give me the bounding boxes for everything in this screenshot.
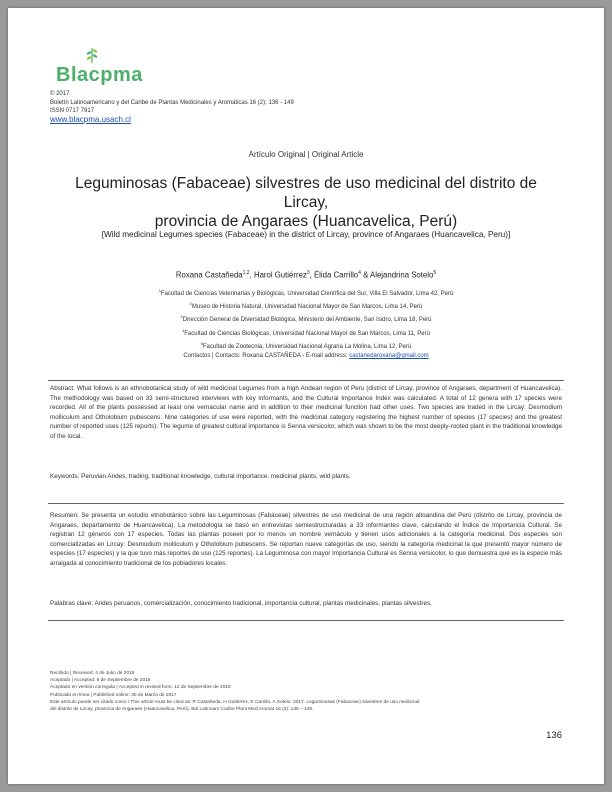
affiliation-line: $^1$Facultad de Ciencias Veterinarias y Biológicas, Universidad Científica del Sur, Villa El Salvador, Lima 42, Perú [158, 288, 454, 297]
date-received: Recibido | Received: 4 de Julio de 2016 [50, 671, 135, 676]
author-name: Élida Carrillo [313, 270, 359, 280]
affiliation-line: $^4$Facultad de Ciencias Biológicas, Universidad Nacional Mayor de San Marcos, Lima 11, Perú [182, 327, 430, 337]
title-line-1: Leguminosas (Fabaceae) silvestres de uso medicinal del distrito de Lircay, [75, 175, 537, 211]
logo-text: Blacpma [56, 64, 143, 86]
palabras-clave: Palabras clave: Andes peruanos, comercialización, conocimiento tradicional, importancia cultural, plantas medicinales, plantas silvestres. [50, 600, 432, 607]
article-dates [50, 670, 562, 713]
author-affil-sup: 5 [433, 270, 437, 276]
keywords: Keywords: Peruvian Andes, trading, traditional knowledge, cultural importance, medicinal plants, wild plants. [50, 473, 351, 480]
journal-citation: Boletín Latinoamericano y del Caribe de Plantas Medicinales y Aromáticas 16 (2): 136 - 149 [50, 99, 294, 106]
page-number: 136 [546, 730, 562, 741]
contact-line [8, 352, 604, 361]
affiliation-line: $^2$Museo de Historia Natural, Universidad Nacional Mayor de San Marcos, Lima 14, Perú [189, 301, 423, 311]
contact-email-link[interactable]: castanedaroxana@gmail.com [349, 353, 429, 360]
affiliations [8, 286, 604, 361]
publication-info [50, 90, 294, 124]
leaf-icon [84, 46, 100, 64]
author-list: Roxana Castañeda$^{1,2}$, Harol Gutiérrez$^3$, Élida Carrillo$^4$ & Alejandrina Sotelo$^5$ [175, 270, 437, 280]
affiliation-line: $^5$Facultad de Zootecnia, Universidad Nacional Agraria La Molina, Lima 12, Perú [200, 340, 412, 350]
abstract: Abstract: What follows is an ethnobotanical study of wild medicinal Legumes from a high Andean region of Peru (district of Lircay, province of Angaraes, department of Huancavelica). The methodology was based on 33 semi-structured interviews with key informants, and the Cultural Importance Index was calculated. A total of 12 genera with 17 species were recorded. All of the plants possessed at least one vernacular name and in addition to their medicinal function had other uses. Two species are traded in the Lircay: Desmodium molliculum and Otholobium pubescens. Nine categories of use were reported, with the medicinal category registering the highest number of species (17 species) and the greatest number of reported uses (125 reports). The legume of greatest cultural importance is Senna versicolor, which was shown to be the most deeply-rooted plant in the traditional knowledge of the local. [50, 385, 562, 440]
date-accepted: Aceptado | Accepted: 8 de Septiembre de 2016 [50, 678, 151, 684]
contact-label: Contactos | Contacts: Roxana CASTAÑEDA - E-mail address: [183, 353, 350, 360]
divider [48, 503, 564, 504]
date-revised: Aceptado en versión corregida | Accepted in revised form: 12 de Septiembre de 2016 [50, 685, 231, 691]
date-published: Publicado en línea | Published online: 30 de Marzo de 2017 [50, 692, 177, 698]
divider [48, 380, 564, 381]
blacpma-logo [56, 64, 143, 87]
author-affil-sup: 3 [306, 270, 310, 276]
article-type: Artículo Original | Original Article [248, 150, 364, 159]
article-title [68, 174, 544, 231]
copyright: © 2017 [50, 91, 70, 97]
author-name: Alejandrina Sotelo [370, 270, 434, 280]
author-name: Roxana Castañeda [175, 270, 243, 280]
title-line-2: provincia de Angaraes (Huancavelica, Perú) [154, 213, 458, 230]
journal-url-link[interactable]: www.blacpma.usach.cl [50, 114, 131, 124]
affiliation-line: $^3$Dirección General de Diversidad Biológica, Ministerio del Ambiente, San Isidro, Lima 18, Perú [180, 314, 432, 324]
english-title: [Wild medicinal Legumes species (Fabaceae) in the district of Lircay, province of Angaraes (Huancavelica, Peru)] [101, 230, 511, 239]
citation-line: del distrito de Lircay, provincia de Angaraes (Huancavelica, Perú). Bol Latinoam Caribe Plant Med Aromat 16 (2): 136 – 149. [50, 707, 314, 713]
resumen: Resumen: Se presenta un estudio etnobotánico sobre las Leguminosas (Fabaceae) silvestres de uso medicinal de una región altoandina del Perú (distrito de Lircay, provincia de Angaraes, departamento de Huancavelica). La metodología se basó en entrevistas semiestructuradas a 33 informantes clave, calculando el Índice de Importancia Cultural. Se registran 12 géneros con 17 especies. Todas las plantas poseen por lo menos un nombre vernáculo y tienen usos adicionales a la categoría medicinal. Dos especies son comercializadas en Lircay: Desmodium molliculum y Otholobium pubescens. Se reportan nueve categorías de uso, siendo la categoría medicinal la que presentó mayor número de especies (17 especies) y la que tuvo más reportes de uso (125 reportes). La Leguminosa con mayor Importancia Cultural es Senna versicolor, lo que demuestra que es la especie más arraigada al conocimiento tradicional de los pobladores locales. [50, 512, 562, 567]
citation-line: Este artículo puede ser citado como / This article must be cited as: R Castañeda, H Gutiérrez, E Carrillo, A Sotelo. 2017. Leguminosas (Fabaceae) silvestres de uso medicinal [50, 699, 420, 705]
author-affil-sup: 1,2 [242, 270, 250, 276]
divider [48, 620, 564, 621]
author-name: Harol Gutiérrez [253, 270, 307, 280]
issn: ISSN 0717 7917 [50, 108, 95, 115]
author-affil-sup: 4 [358, 270, 361, 276]
document-page [8, 8, 604, 784]
